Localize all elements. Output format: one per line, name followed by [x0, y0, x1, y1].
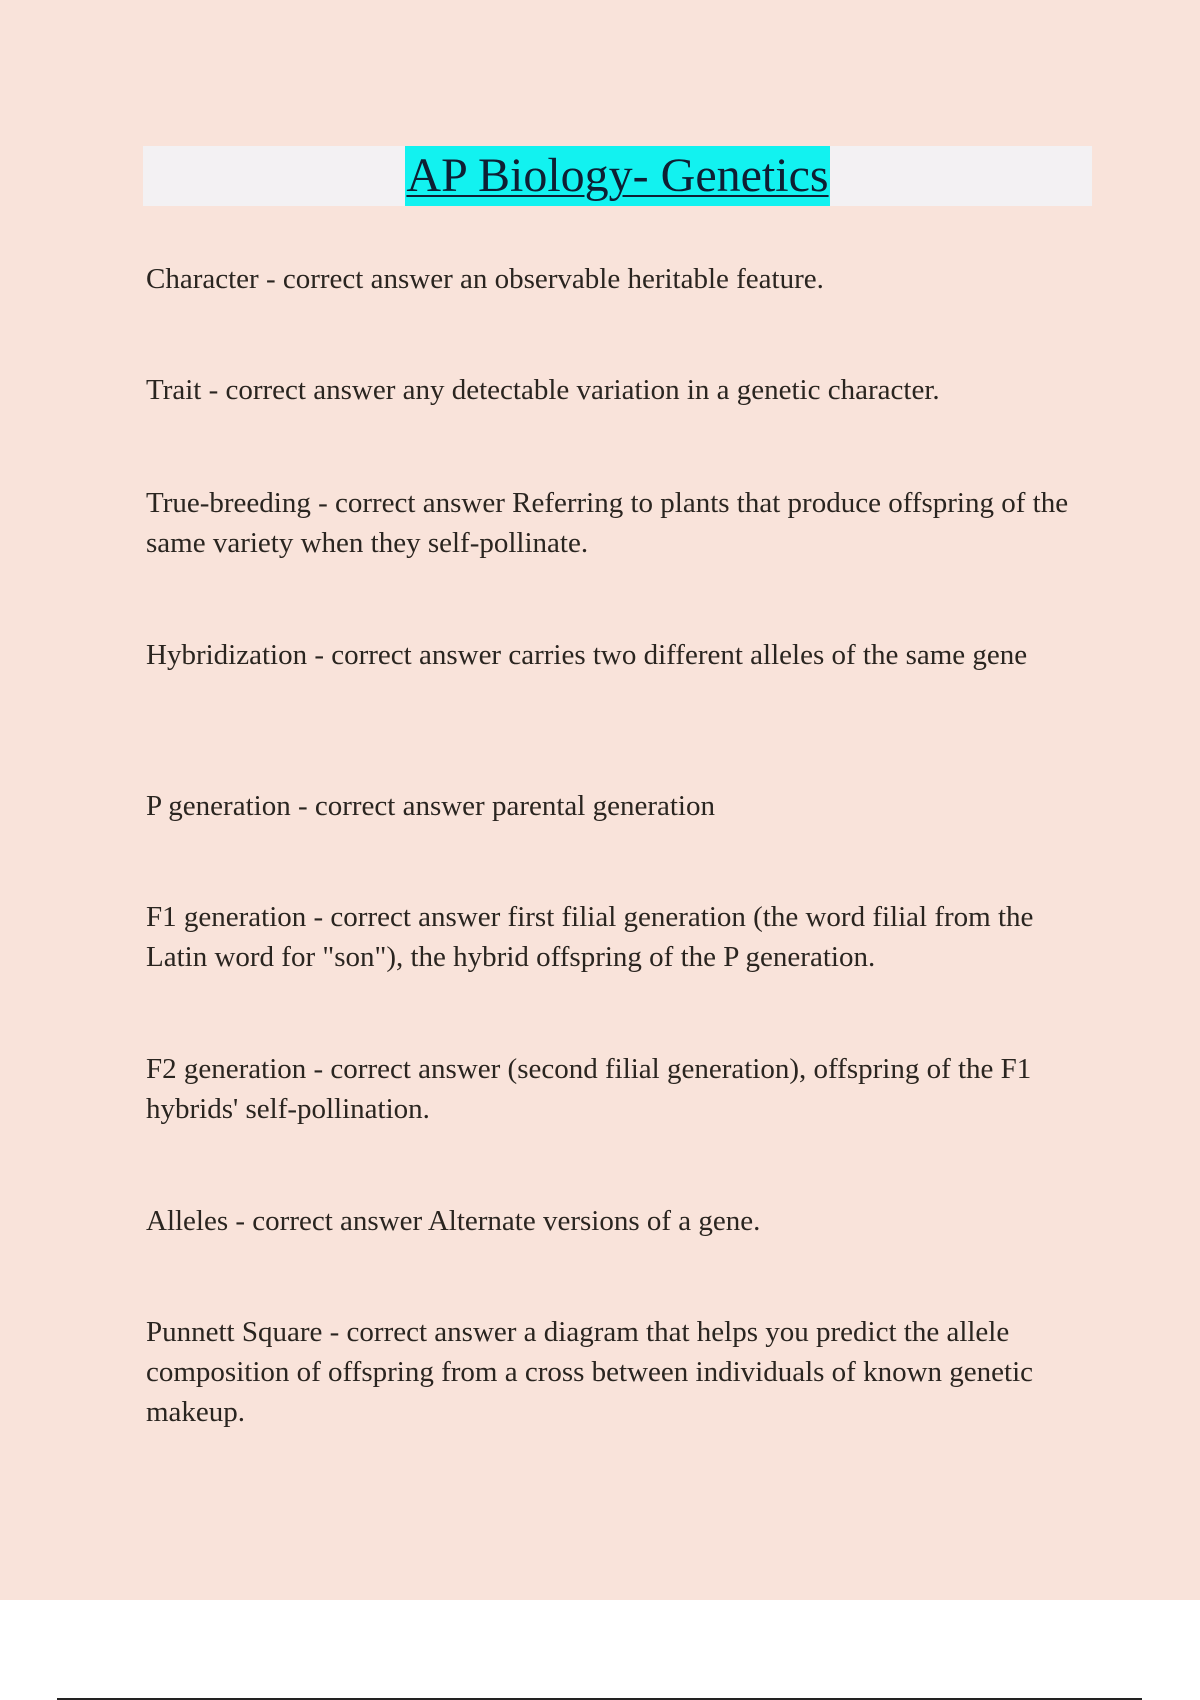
entry-alleles: Alleles - correct answer Alternate versions of a gene. — [146, 1205, 761, 1237]
entry-f2-generation: F2 generation - correct answer (second filial generation), offspring of the F1 hybrids' self-pollination. — [146, 1053, 1032, 1125]
entry-true-breeding: True-breeding - correct answer Referring to plants that produce offspring of the same variety when they self-pollinate. — [146, 487, 1069, 559]
document-title: AP Biology- Genetics — [405, 146, 829, 206]
title-bar — [143, 146, 1092, 206]
entry-punnett-square: Punnett Square - correct answer a diagram that helps you predict the allele composition of offspring from a cross between individuals of known genetic makeup. — [146, 1316, 1034, 1428]
entry-trait: Trait - correct answer any detectable variation in a genetic character. — [146, 374, 940, 406]
entry-character: Character - correct answer an observable heritable feature. — [146, 263, 824, 295]
entry-p-generation: P generation - correct answer parental generation — [146, 790, 715, 822]
entry-f1-generation: F1 generation - correct answer first filial generation (the word filial from the Latin word for "son"), the hybrid offspring of the P generation. — [146, 901, 1034, 973]
entry-hybridization: Hybridization - correct answer carries two different alleles of the same gene — [146, 639, 1028, 671]
